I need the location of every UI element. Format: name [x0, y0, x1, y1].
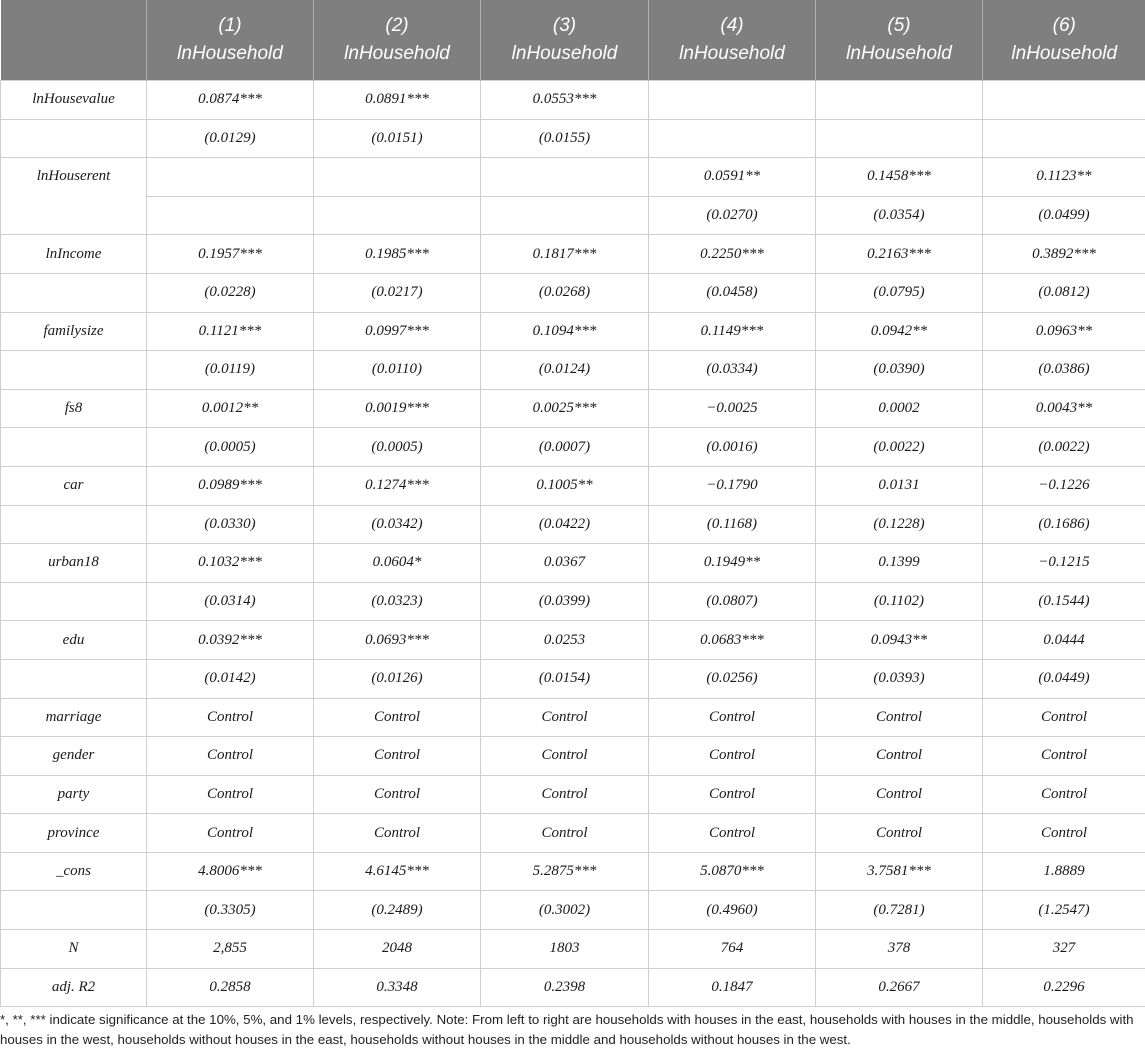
table-cell: 0.0444: [983, 621, 1145, 660]
table-row: [1, 312, 1145, 351]
table-cell: (0.7281): [816, 891, 983, 930]
table-cell: (1.2547): [983, 891, 1145, 930]
table-cell: 0.1399: [816, 544, 983, 583]
table-cell: (0.0499): [983, 196, 1145, 235]
table-cell: 0.0553***: [481, 81, 649, 120]
table-cell: 0.2398: [481, 968, 649, 1007]
table-cell: (0.0126): [314, 659, 481, 698]
table-cell: (0.0151): [314, 119, 481, 158]
table-row: [1, 196, 1145, 235]
table-cell: 1.8889: [983, 852, 1145, 891]
table-cell: (0.0334): [649, 351, 816, 390]
table-cell: 0.0943**: [816, 621, 983, 660]
table-cell: (0.0228): [147, 273, 314, 312]
table-footnote: *, **, *** indicate significance at the 10%, 5%, and 1% levels, respectively. Note: From left to right are households with houses in the east, households with houses in the middle, households with houses in the west, households without houses in the east, households without houses in the middle and households without houses in the west.: [0, 1010, 1140, 1050]
table-cell: [481, 158, 649, 197]
table-row: [1, 158, 1145, 197]
table-cell: (0.0016): [649, 428, 816, 467]
table-cell: 0.2296: [983, 968, 1145, 1007]
row-label: [1, 659, 147, 698]
table-row: [1, 968, 1145, 1007]
table-row: [1, 544, 1145, 583]
table-cell: 764: [649, 930, 816, 969]
table-cell: Control: [816, 737, 983, 776]
table-cell: [147, 158, 314, 197]
table-cell: (0.0154): [481, 659, 649, 698]
table-cell: −0.0025: [649, 389, 816, 428]
table-cell: (0.0124): [481, 351, 649, 390]
table-cell: 0.0019***: [314, 389, 481, 428]
dependent-variable-label: lnHousehold: [983, 40, 1145, 68]
table-header: [1, 0, 1145, 81]
table-row: [1, 582, 1145, 621]
table-row: [1, 930, 1145, 969]
table-cell: 0.1957***: [147, 235, 314, 274]
table-cell: Control: [314, 814, 481, 853]
table-cell: 4.8006***: [147, 852, 314, 891]
table-cell: [147, 196, 314, 235]
table-row: [1, 273, 1145, 312]
table-cell: (0.0110): [314, 351, 481, 390]
table-cell: Control: [147, 698, 314, 737]
table-cell: 0.2667: [816, 968, 983, 1007]
table-cell: Control: [314, 737, 481, 776]
table-cell: 327: [983, 930, 1145, 969]
table-row: [1, 775, 1145, 814]
table-cell: Control: [816, 814, 983, 853]
table-cell: (0.0807): [649, 582, 816, 621]
table-cell: 0.0367: [481, 544, 649, 583]
table-cell: [314, 196, 481, 235]
table-cell: (0.0022): [983, 428, 1145, 467]
row-label: [1, 273, 147, 312]
header-row: [1, 0, 1145, 81]
table-cell: 0.0604*: [314, 544, 481, 583]
table-cell: 0.1094***: [481, 312, 649, 351]
table-cell: [816, 81, 983, 120]
row-label: _cons: [1, 852, 147, 891]
table-cell: (0.0217): [314, 273, 481, 312]
table-cell: 0.1274***: [314, 466, 481, 505]
table-cell: 0.0963**: [983, 312, 1145, 351]
table-cell: Control: [649, 698, 816, 737]
table-cell: (0.0399): [481, 582, 649, 621]
table-cell: 0.1458***: [816, 158, 983, 197]
table-cell: (0.2489): [314, 891, 481, 930]
table-cell: Control: [816, 698, 983, 737]
row-label: fs8: [1, 389, 147, 428]
table-cell: Control: [147, 737, 314, 776]
table-cell: 0.1005**: [481, 466, 649, 505]
table-row: [1, 466, 1145, 505]
table-cell: 0.0942**: [816, 312, 983, 351]
table-cell: (0.1686): [983, 505, 1145, 544]
column-number: (1): [147, 12, 313, 40]
row-label: [1, 351, 147, 390]
dependent-variable-label: lnHousehold: [314, 40, 480, 68]
table-cell: (0.1102): [816, 582, 983, 621]
table-cell: 0.1149***: [649, 312, 816, 351]
table-cell: Control: [649, 775, 816, 814]
table-cell: (0.0155): [481, 119, 649, 158]
table-cell: Control: [983, 814, 1145, 853]
table-cell: [983, 119, 1145, 158]
table-cell: Control: [314, 698, 481, 737]
table-cell: Control: [147, 814, 314, 853]
table-cell: Control: [481, 814, 649, 853]
row-label: lnHousevalue: [1, 81, 147, 120]
row-label: [1, 505, 147, 544]
table-cell: (0.1544): [983, 582, 1145, 621]
row-label: gender: [1, 737, 147, 776]
table-cell: [816, 119, 983, 158]
dependent-variable-label: lnHousehold: [649, 40, 815, 68]
table-cell: 0.0012**: [147, 389, 314, 428]
table-cell: 2048: [314, 930, 481, 969]
table-cell: 0.0025***: [481, 389, 649, 428]
table-row: [1, 621, 1145, 660]
table-cell: (0.0007): [481, 428, 649, 467]
row-label: lnIncome: [1, 235, 147, 274]
table-cell: 0.1123**: [983, 158, 1145, 197]
table-cell: 0.2163***: [816, 235, 983, 274]
row-label: [1, 119, 147, 158]
column-header: [983, 0, 1145, 81]
table-cell: 0.0591**: [649, 158, 816, 197]
table-cell: 5.0870***: [649, 852, 816, 891]
table-cell: 0.0002: [816, 389, 983, 428]
column-header: [649, 0, 816, 81]
table-cell: (0.0005): [314, 428, 481, 467]
table-cell: (0.3305): [147, 891, 314, 930]
table-cell: 0.1817***: [481, 235, 649, 274]
row-label: marriage: [1, 698, 147, 737]
table-cell: (0.0795): [816, 273, 983, 312]
table-cell: (0.4960): [649, 891, 816, 930]
table-cell: 0.2250***: [649, 235, 816, 274]
column-header: [314, 0, 481, 81]
row-label: province: [1, 814, 147, 853]
row-label: urban18: [1, 544, 147, 583]
column-number: (6): [983, 12, 1145, 40]
table-cell: 0.0043**: [983, 389, 1145, 428]
table-cell: 0.0989***: [147, 466, 314, 505]
table-cell: Control: [481, 737, 649, 776]
table-cell: 378: [816, 930, 983, 969]
dependent-variable-label: lnHousehold: [481, 40, 648, 68]
column-number: (2): [314, 12, 480, 40]
table-cell: (0.0342): [314, 505, 481, 544]
table-cell: Control: [983, 698, 1145, 737]
table-row: [1, 505, 1145, 544]
table-cell: 3.7581***: [816, 852, 983, 891]
table-cell: [649, 119, 816, 158]
table-cell: −0.1215: [983, 544, 1145, 583]
table-cell: [481, 196, 649, 235]
row-label: [1, 428, 147, 467]
table-cell: (0.0256): [649, 659, 816, 698]
table-cell: 0.0891***: [314, 81, 481, 120]
table-row: [1, 351, 1145, 390]
table-cell: 0.1847: [649, 968, 816, 1007]
table-cell: (0.0354): [816, 196, 983, 235]
table-cell: (0.0386): [983, 351, 1145, 390]
table-cell: −0.1790: [649, 466, 816, 505]
row-label: familysize: [1, 312, 147, 351]
table-cell: (0.0323): [314, 582, 481, 621]
table-cell: Control: [983, 775, 1145, 814]
table-row: [1, 698, 1145, 737]
table-row: [1, 852, 1145, 891]
table-cell: Control: [481, 775, 649, 814]
dependent-variable-label: lnHousehold: [816, 40, 982, 68]
column-number: (4): [649, 12, 815, 40]
header-corner-cell: [1, 0, 147, 81]
table-row: [1, 891, 1145, 930]
table-cell: (0.1168): [649, 505, 816, 544]
table-cell: Control: [147, 775, 314, 814]
table-cell: 0.1985***: [314, 235, 481, 274]
table-cell: (0.0268): [481, 273, 649, 312]
table-cell: (0.0022): [816, 428, 983, 467]
table-cell: (0.0142): [147, 659, 314, 698]
table-cell: 0.0683***: [649, 621, 816, 660]
table-cell: Control: [649, 737, 816, 776]
table-cell: (0.0458): [649, 273, 816, 312]
column-number: (3): [481, 12, 648, 40]
table-cell: 2,855: [147, 930, 314, 969]
row-label: [1, 891, 147, 930]
table-cell: (0.0449): [983, 659, 1145, 698]
column-header: [147, 0, 314, 81]
table-cell: 1803: [481, 930, 649, 969]
table-row: [1, 81, 1145, 120]
table-cell: Control: [649, 814, 816, 853]
table-cell: (0.0119): [147, 351, 314, 390]
table-cell: (0.0314): [147, 582, 314, 621]
table-cell: 0.0392***: [147, 621, 314, 660]
row-label: party: [1, 775, 147, 814]
row-label: adj. R2: [1, 968, 147, 1007]
table-cell: 0.1949**: [649, 544, 816, 583]
table-cell: (0.0390): [816, 351, 983, 390]
table-body: [1, 81, 1145, 1007]
table-cell: (0.1228): [816, 505, 983, 544]
table-cell: [983, 81, 1145, 120]
table-cell: 0.1032***: [147, 544, 314, 583]
table-cell: 0.0997***: [314, 312, 481, 351]
row-label: [1, 582, 147, 621]
table-cell: (0.0422): [481, 505, 649, 544]
table-cell: [649, 81, 816, 120]
table-row: [1, 814, 1145, 853]
row-label: edu: [1, 621, 147, 660]
table-cell: 4.6145***: [314, 852, 481, 891]
row-label: N: [1, 930, 147, 969]
table-row: [1, 659, 1145, 698]
table-row: [1, 389, 1145, 428]
table-cell: 5.2875***: [481, 852, 649, 891]
table-row: [1, 737, 1145, 776]
table-cell: 0.0693***: [314, 621, 481, 660]
column-header: [816, 0, 983, 81]
table-cell: 0.3892***: [983, 235, 1145, 274]
column-number: (5): [816, 12, 982, 40]
table-cell: Control: [983, 737, 1145, 776]
table-cell: 0.1121***: [147, 312, 314, 351]
table-cell: 0.2858: [147, 968, 314, 1007]
table-cell: (0.0393): [816, 659, 983, 698]
row-label: lnHouserent: [1, 158, 147, 235]
row-label: car: [1, 466, 147, 505]
table-cell: 0.0131: [816, 466, 983, 505]
table-cell: (0.3002): [481, 891, 649, 930]
table-row: [1, 235, 1145, 274]
table-cell: [314, 158, 481, 197]
table-cell: 0.0874***: [147, 81, 314, 120]
table-row: [1, 119, 1145, 158]
table-cell: Control: [314, 775, 481, 814]
table-cell: 0.0253: [481, 621, 649, 660]
table-cell: 0.3348: [314, 968, 481, 1007]
column-header: [481, 0, 649, 81]
dependent-variable-label: lnHousehold: [147, 40, 313, 68]
table-cell: (0.0005): [147, 428, 314, 467]
table-cell: (0.0129): [147, 119, 314, 158]
table-cell: −0.1226: [983, 466, 1145, 505]
table-cell: Control: [481, 698, 649, 737]
table-cell: (0.0812): [983, 273, 1145, 312]
table-cell: Control: [816, 775, 983, 814]
table-cell: (0.0270): [649, 196, 816, 235]
table-cell: (0.0330): [147, 505, 314, 544]
table-row: [1, 428, 1145, 467]
